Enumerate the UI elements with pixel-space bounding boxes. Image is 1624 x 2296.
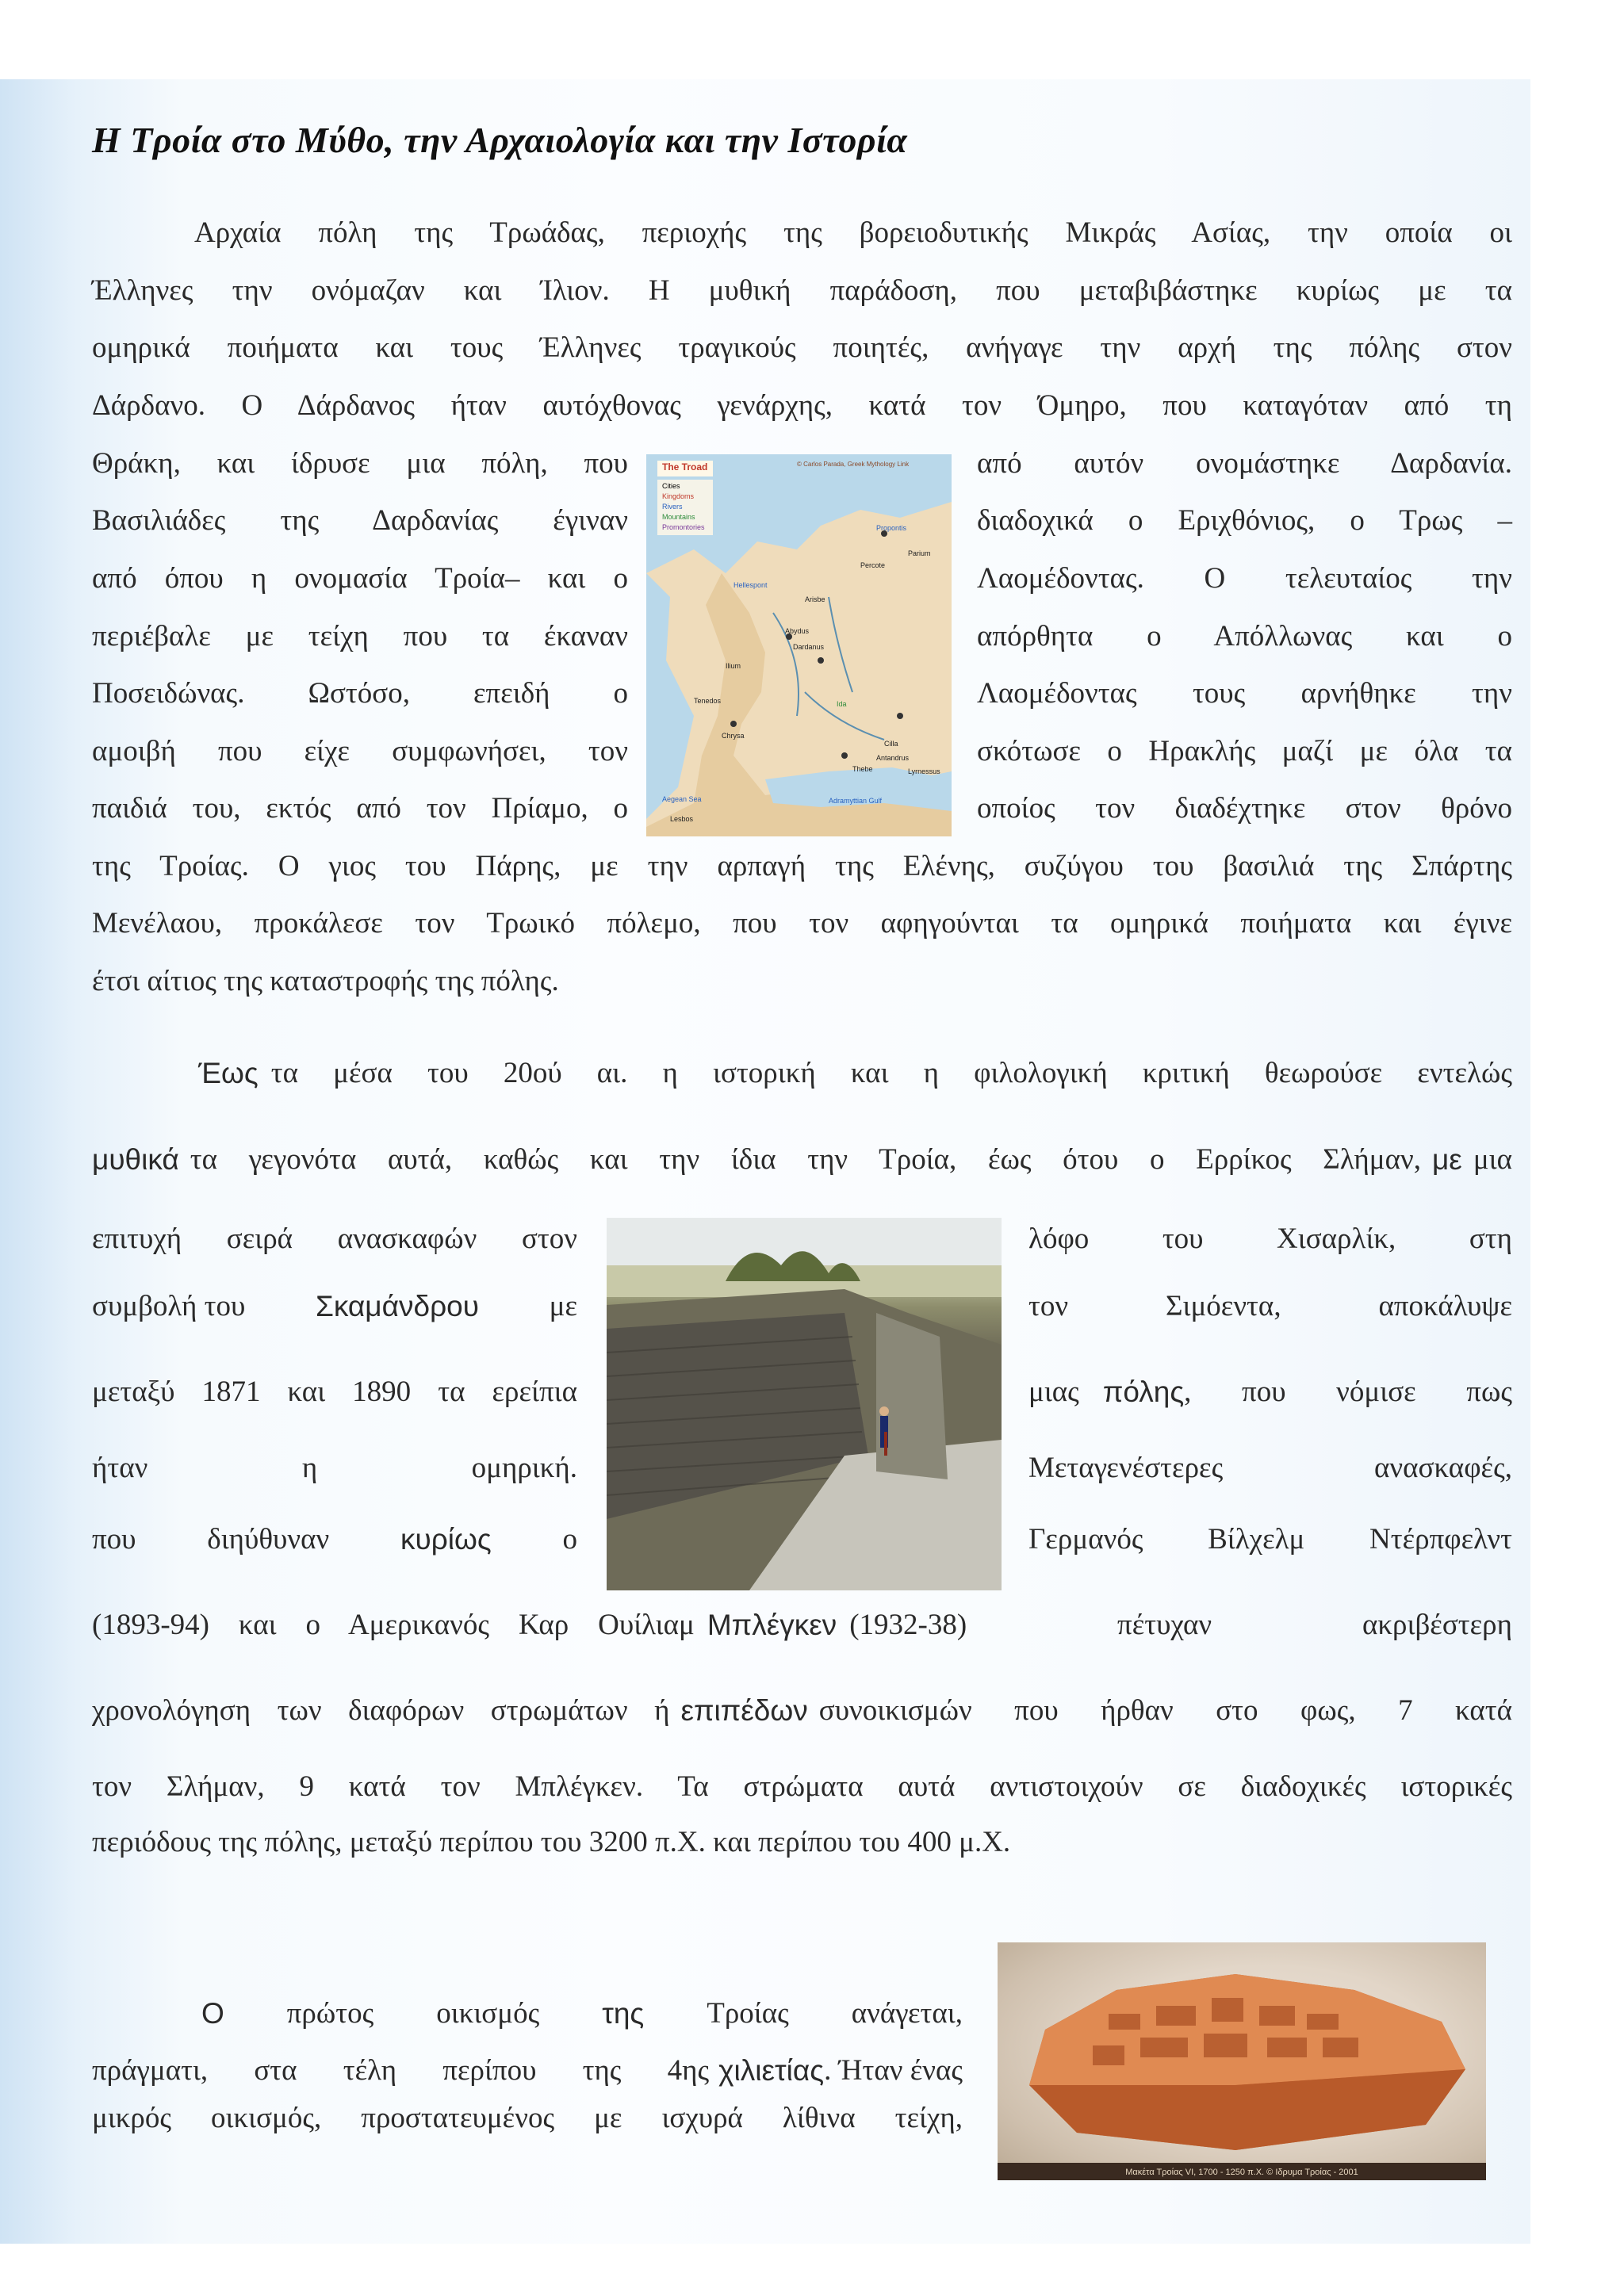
text-line: Λαομέδοντας τους αρνήθηκε την [977,677,1512,710]
model-caption: Μακέτα Τροίας VI, 1700 - 1250 π.Χ. © Ιδρυμα Τροίας - 2001 [1125,2168,1358,2177]
text-segment: , που νόμισε πως [1184,1376,1512,1408]
text-segment: που [92,1523,136,1556]
text-segment: συνοικισμών που ήρθαν στο φως, 7 κατά [818,1694,1512,1727]
map-label: Aegean Sea [662,795,702,803]
text-segment: ανασκαφές, [1374,1452,1512,1484]
text-line [1028,1375,1512,1410]
text-line: Έλληνες την ονόμαζαν και Ίλιον. Η μυθική παράδοση, που μεταβιβάστηκε κυρίως με τα [92,274,1512,307]
text-segment: Μπλέγκεν [707,1609,837,1641]
text-line: μεταξύ 1871 και 1890 τα ερείπια [92,1376,577,1408]
text-line [1028,1451,1512,1486]
text-line [201,1996,963,2031]
text-line [92,2053,963,2088]
map-label: Arisbe [805,595,825,603]
text-segment: λόφο [1028,1223,1090,1255]
text-segment: της [602,1997,645,2030]
text-segment: Έως [198,1057,259,1089]
map-label: Propontis [876,524,907,532]
text-segment: αποκάλυψε [1378,1290,1512,1322]
text-line: από όπου η ονομασία Τροία– και ο [92,562,628,595]
text-segment: τα γεγονότα αυτά, καθώς και την ίδια την Τροία, έως ότου ο Ερρίκος Σλήμαν, [190,1143,1421,1176]
map-label: Hellespont [733,581,768,589]
text-line: Ποσειδώνας. Ωστόσο, επειδή ο [92,677,628,710]
map-label: Adramyttian Gulf [829,797,883,805]
text-line [92,1693,1512,1728]
text-line [92,1608,1512,1643]
text-line: Βασιλιάδες της Δαρδανίας έγιναν [92,504,628,537]
text-line: αμοιβή που είχε συμφωνήσει, τον [92,735,628,767]
text-segment: Σιμόεντα, [1165,1290,1281,1322]
page-title: Η Τροία στο Μύθο, την Αρχαιολογία και την Ιστορία [92,120,908,160]
text-segment: συμβολή του [92,1290,246,1322]
text-segment: επιπέδων [680,1694,808,1727]
map-label: Ilium [726,662,741,670]
text-line: της Τροίας. Ο γιος του Πάρης, με την αρπαγή της Ελένης, συζύγου του βασιλιά της Σπάρτης [92,850,1512,882]
text-line: παιδιά του, εκτός από τον Πρίαμο, ο [92,792,628,825]
text-line: επιτυχή σειρά ανασκαφών στον [92,1223,577,1255]
text-segment: πράγματι, στα τέλη περίπου της 4ης [92,2054,710,2087]
map-label: Antandrus [876,754,910,762]
text-line: τον Σλήμαν, 9 κατά τον Μπλέγκεν. Τα στρώματα αυτά αντιστοιχούν σε διαδοχικές ιστορικές [92,1770,1512,1803]
text-line: Αρχαία πόλη της Τρωάδας, περιοχής της βορειοδυτικής Μικράς Ασίας, την οποία οι [194,216,1512,249]
troy-model-photo [998,1942,1486,2180]
text-segment: με [549,1290,577,1322]
text-line: Θράκη, και ίδρυσε μια πόλη, που [92,447,628,480]
text-line: περιόδους της πόλης, μεταξύ περίπου του 3200 π.Χ. και περίπου του 400 μ.Χ. [92,1826,1011,1858]
text-segment: ήταν [92,1452,148,1484]
text-line [1028,1222,1512,1257]
text-line [92,1522,577,1557]
map-label: Abydus [785,627,810,635]
text-segment: πρώτος [286,1997,374,2030]
text-segment: (1893-94) και ο Αμερικανός Καρ Ουίλιαμ [92,1609,695,1641]
text-segment: οικισμός [436,1997,540,2030]
text-line: μικρός οικισμός, προστατευμένος με ισχυρά λίθινα τείχη, [92,2102,963,2134]
map-label: Chrysa [722,732,745,740]
text-segment: μιας [1028,1376,1079,1408]
text-segment: χιλιετίας [718,2054,825,2087]
troad-map-image [646,454,952,836]
map-label: Ida [837,700,847,708]
text-segment: του [1162,1223,1204,1255]
text-segment: τον [1028,1290,1069,1322]
text-segment: ο [562,1523,577,1556]
map-legend-item: Mountains [662,513,695,521]
map-legend-item: Rivers [662,503,683,511]
text-line: οποίος τον διαδέχτηκε στον θρόνο [977,792,1512,825]
map-label: Thebe [852,765,873,773]
map-label: Dardanus [793,643,825,651]
text-segment: μια [1473,1143,1512,1176]
text-segment: ανάγεται, [851,1997,963,2030]
map-legend [662,481,705,533]
text-line: από αυτόν ονομάστηκε Δαρδανία. [977,447,1512,480]
text-line: έτσι αίτιος της καταστροφής της πόλης. [92,965,559,997]
text-segment: πόλης [1102,1376,1185,1408]
text-segment: ομηρική. [471,1452,577,1484]
text-line [198,1056,1512,1091]
map-label: Parium [908,549,931,557]
text-line [92,1289,577,1324]
map-label: Lyrnessus [908,767,940,775]
text-segment: κυρίως [400,1523,492,1556]
text-segment: η [301,1452,318,1484]
text-segment: χρονολόγηση των διαφόρων στρωμάτων ή [92,1694,670,1727]
text-line: διαδοχικά ο Εριχθόνιος, ο Τρως – [977,504,1512,537]
text-line: Δάρδανο. Ο Δάρδανος ήταν αυτόχθονας γενάρχης, κατά τον Όμηρο, που καταγόταν από τη [92,389,1512,422]
map-legend-item: Promontories [662,523,705,531]
text-line: σκότωσε ο Ηρακλής μαζί με όλα τα [977,735,1512,767]
text-segment: διηύθυναν [207,1523,330,1556]
text-segment: Μεταγενέστερες [1028,1452,1224,1484]
text-segment: στη [1469,1223,1512,1255]
map-label: Cilla [884,740,898,748]
text-segment: (1932-38) πέτυχαν ακριβέστερη [849,1609,1512,1641]
map-title: The Troad [662,461,708,473]
map-label: Lesbos [670,815,694,823]
map-legend-item: Cities [662,482,680,490]
text-line: Μενέλαου, προκάλεσε τον Τρωικό πόλεμο, που τον αφηγούνται τα ομηρικά ποιήματα και έγινε [92,907,1512,939]
troy-walls-photo [607,1218,1002,1590]
text-line [92,1451,577,1486]
text-line: περιέβαλε με τείχη που τα έκαναν [92,620,628,652]
map-credit: © Carlos Parada, Greek Mythology Link [797,461,910,468]
map-label: Tenedos [694,697,722,705]
text-segment: τα μέσα του 20ού αι. η ιστορική και η φιλολογική κριτική θεωρούσε εντελώς [270,1057,1512,1089]
text-segment: Ο [201,1997,224,2030]
text-segment: μυθικά [92,1143,179,1176]
text-segment: . Ήταν ένας [824,2054,963,2087]
text-line: απόρθητα ο Απόλλωνας και ο [977,620,1512,652]
text-line: Λαομέδοντας. Ο τελευταίος την [977,562,1512,595]
map-label: Percote [860,561,886,569]
text-segment: με [1431,1143,1462,1176]
map-legend-item: Kingdoms [662,492,695,500]
text-line: Γερμανός Βίλχελμ Ντέρπφελντ [1028,1523,1512,1556]
text-line [1028,1289,1512,1324]
text-segment: Τροίας [707,1997,789,2030]
text-segment: Σκαμάνδρου [315,1290,479,1322]
text-line: ομηρικά ποιήματα και τους Έλληνες τραγικούς ποιητές, ανήγαγε την αρχή της πόλης στον [92,331,1512,364]
text-line [92,1142,1512,1177]
text-segment: Χισαρλίκ, [1277,1223,1396,1255]
